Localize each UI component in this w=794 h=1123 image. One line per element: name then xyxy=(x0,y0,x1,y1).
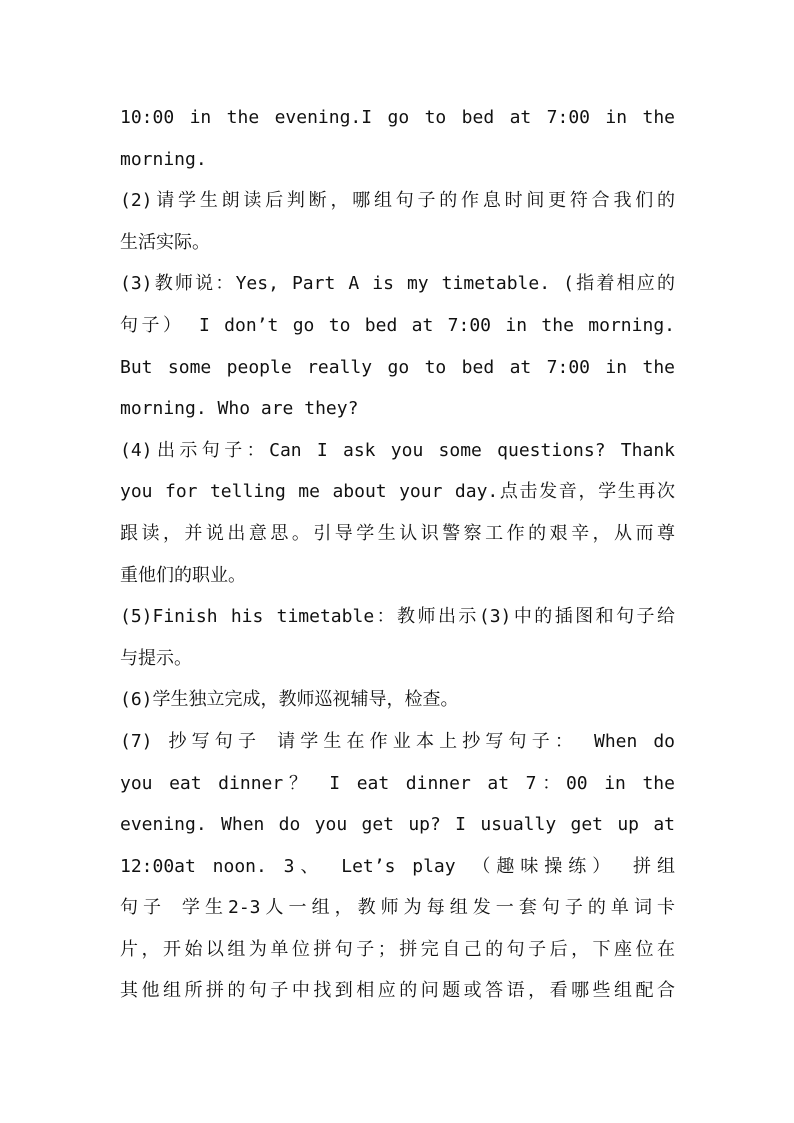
text-line-12: 重他们的职业。 xyxy=(120,564,246,586)
text-line-7: But some people really go to bed at 7:00 in the xyxy=(120,356,675,378)
text-line-10: you for telling me about your day.点击发音，学生再次 xyxy=(120,481,675,503)
text-line-18: evening. When do you get up? I usually get up at xyxy=(120,814,675,836)
text-line-3: (2)请学生朗读后判断，哪组句子的作息时间更符合我们的 xyxy=(120,190,675,212)
text-line-6: 句子） I don’t go to bed at 7:00 in the morning. xyxy=(120,314,675,336)
text-line-15: (6)学生独立完成，教师巡视辅导，检查。 xyxy=(120,689,459,711)
text-line-13: (5)Finish his timetable：教师出示(3)中的插图和句子给 xyxy=(120,606,675,628)
text-line-16: (7) 抄写句子 请学生在作业本上抄写句子： When do xyxy=(120,730,675,752)
text-line-8: morning. Who are they? xyxy=(120,398,359,420)
text-line-14: 与提示。 xyxy=(120,647,192,669)
text-line-11: 跟读，并说出意思。引导学生认识警察工作的艰辛，从而尊 xyxy=(120,522,675,544)
text-line-1: 10:00 in the evening.I go to bed at 7:00 in the xyxy=(120,107,675,128)
text-line-4: 生活实际。 xyxy=(120,231,210,253)
text-line-21: 片，开始以组为单位拼句子；拼完自己的句子后，下座位在 xyxy=(120,938,675,960)
text-line-2: morning. xyxy=(120,148,207,170)
document-body xyxy=(120,97,675,1012)
text-line-20: 句子 学生2-3人一组，教师为每组发一套句子的单词卡 xyxy=(120,897,675,919)
text-line-9: (4)出示句子：Can I ask you some questions? Thank xyxy=(120,439,675,461)
text-line-17: you eat dinner？ I eat dinner at 7：00 in the xyxy=(120,772,675,794)
text-line-22: 其他组所拼的句子中找到相应的问题或答语，看哪些组配合 xyxy=(120,980,675,1002)
text-line-19: 12:00at noon. 3、 Let’s play （趣味操练） 拼组 xyxy=(120,855,675,877)
text-line-5: (3)教师说：Yes, Part A is my timetable. (指着相应的 xyxy=(120,273,675,295)
